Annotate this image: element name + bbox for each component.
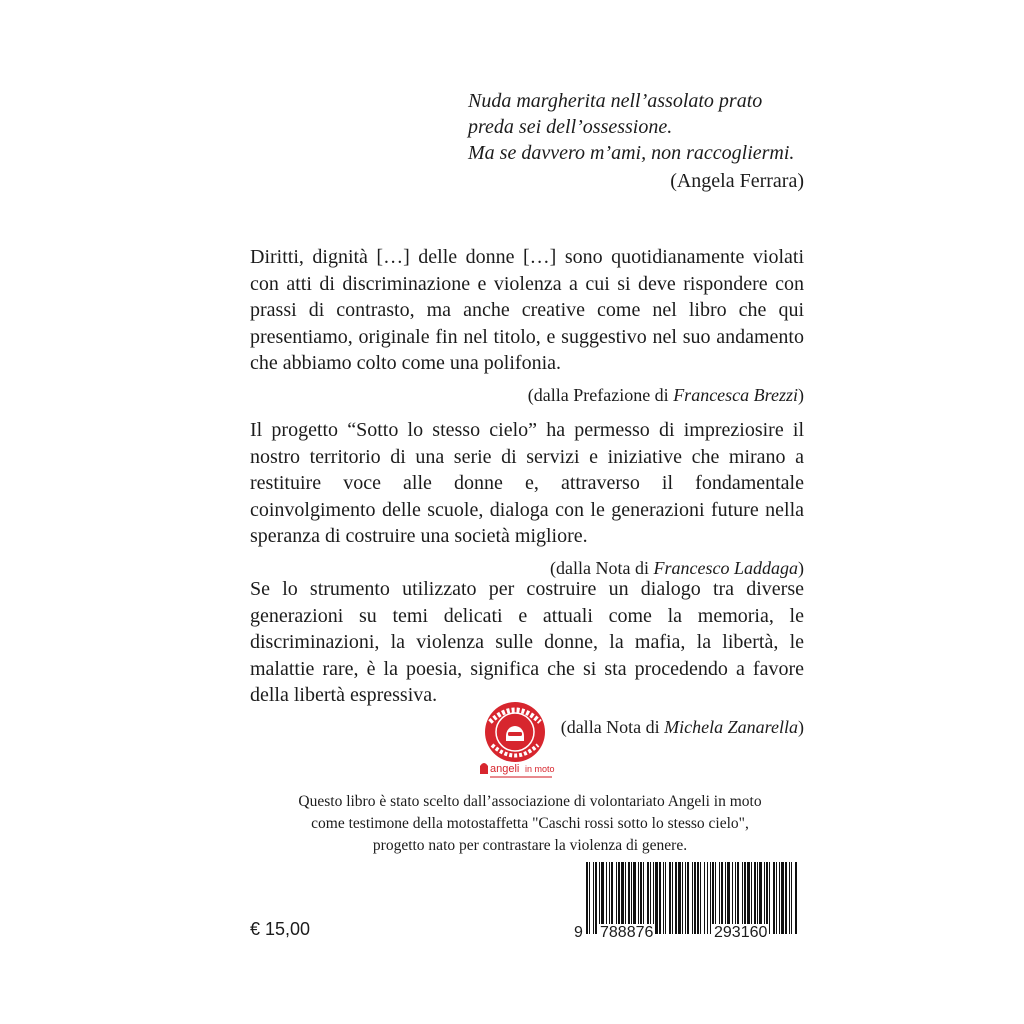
barcode-digit-lead: 9 (574, 924, 583, 941)
price: € 15,00 (250, 919, 311, 939)
poem-line: preda sei dell’ossessione. (468, 116, 673, 138)
barcode-digits (572, 924, 804, 944)
note-quote-laddaga (250, 417, 804, 582)
poem-line: Nuda margherita nell’assolato prato (468, 90, 763, 112)
quote-author: Francesca Brezzi (673, 384, 798, 405)
quote-author: Michela Zanarella (664, 716, 798, 737)
svg-text:in moto: in moto (525, 764, 555, 774)
note-line: progetto nato per contrastare la violenza di genere. (372, 837, 688, 854)
poem-attribution: (Angela Ferrara) (670, 170, 804, 192)
caschi-rossi-logo-icon (470, 700, 560, 782)
quote-source: (dalla Nota di Michela Zanarella) (560, 716, 804, 737)
note-line: come testimone della motostaffetta "Caschi rossi sotto lo stesso cielo", (311, 815, 749, 832)
quote-text: Se lo strumento utilizzato per costruire un dialogo tra diverse generazioni su temi delicati e attuali come la memoria, le discriminazioni, la violenza sulle donne, la mafia, la libertà, le malattie rare, è la poesia, significa che si sta procedendo a favore della libertà espressiva. (250, 578, 804, 707)
barcode-digits-left: 788876 (600, 924, 654, 941)
quote-source: (dalla Nota di Francesco Laddaga) (550, 557, 804, 578)
epigraph-poem (468, 88, 804, 194)
barcode-digits-right: 293160 (714, 924, 768, 941)
poem-line: Ma se davvero m’ami, non raccogliermi. (468, 142, 795, 164)
quote-author: Francesco Laddaga (653, 557, 798, 578)
association-note (260, 791, 800, 857)
quote-text: Il progetto “Sotto lo stesso cielo” ha permesso di impreziosire il nostro territorio di una serie di servizi e iniziative che mirano a restituire voce alle donne e, attraverso il fondamentale coinvolgimento delle scuole, dialoga con le generazioni future nella speranza di costruire una società migliore. (250, 419, 804, 548)
quote-text: Diritti, dignità […] delle donne […] sono quotidianamente violati con atti di discriminazione e violenza a cui si deve rispondere con prassi di contrasto, ma anche creative come nel libro che qui presentiamo, originale fin nel titolo, e suggestivo nel suo andamento che abbiamo colto come una polifonia. (250, 246, 804, 375)
quote-source: (dalla Prefazione di Francesca Brezzi) (527, 384, 804, 405)
preface-quote (250, 244, 804, 409)
svg-text:angeli: angeli (490, 763, 520, 775)
note-line: Questo libro è stato scelto dall’associazione di volontariato Angeli in moto (298, 793, 762, 810)
isbn-barcode-icon (572, 862, 804, 942)
